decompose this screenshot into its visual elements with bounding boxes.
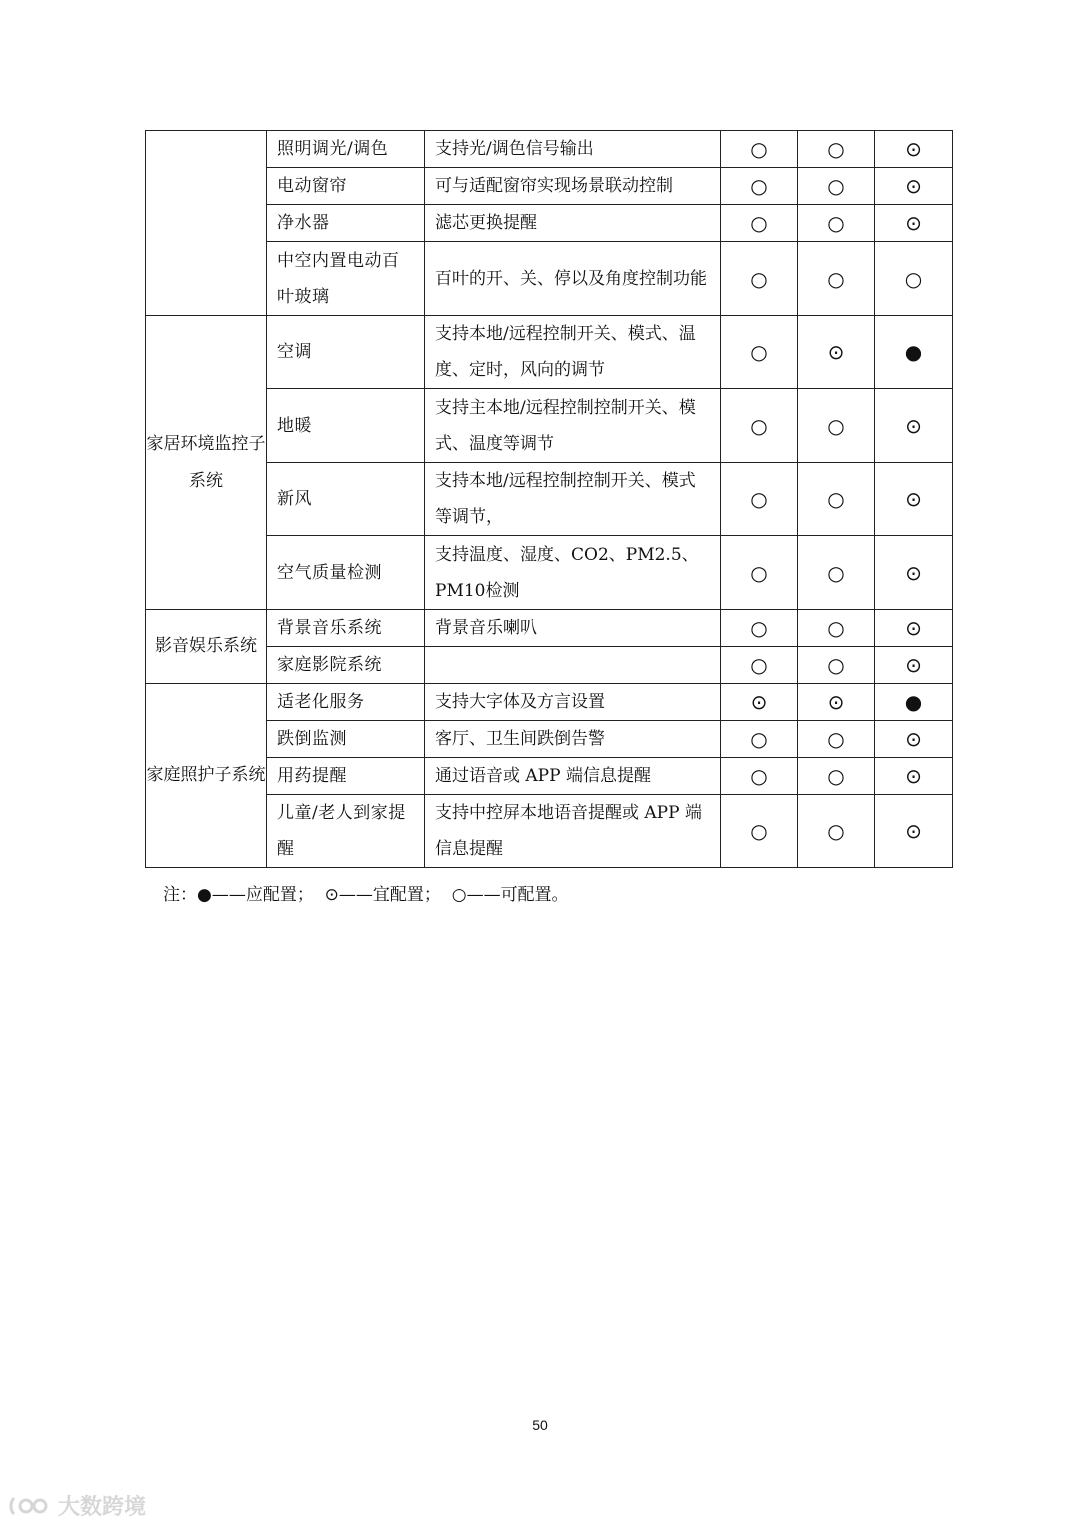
level-mark: ⊙	[875, 463, 953, 536]
table-row	[146, 168, 953, 205]
function-cell: 空调	[267, 316, 425, 389]
level-mark: ⊙	[875, 610, 953, 647]
level-mark: ○	[798, 795, 875, 868]
function-cell: 背景音乐系统	[267, 610, 425, 647]
level-mark: ○	[798, 610, 875, 647]
level-mark: ○	[721, 647, 798, 684]
level-mark: ○	[798, 389, 875, 463]
table-row	[146, 463, 953, 536]
level-mark: ○	[721, 463, 798, 536]
description-cell: 客厅、卫生间跌倒告警	[425, 721, 721, 758]
open-circle-icon: ○	[451, 885, 467, 905]
note-recommended-label: ——宜配置；	[338, 885, 441, 905]
level-mark: ○	[721, 389, 798, 463]
level-mark: ⊙	[875, 795, 953, 868]
level-mark: ⊙	[875, 131, 953, 168]
function-cell: 家庭影院系统	[267, 647, 425, 684]
table-row	[146, 131, 953, 168]
function-cell: 中空内置电动百叶玻璃	[267, 242, 425, 316]
watermark-logo-icon	[8, 1492, 52, 1520]
description-cell: 支持光/调色信号输出	[425, 131, 721, 168]
description-cell: 通过语音或 APP 端信息提醒	[425, 758, 721, 795]
level-mark: ⊙	[798, 684, 875, 721]
level-mark: ⊙	[875, 168, 953, 205]
system-cell-env: 家居环境监控子系统	[146, 316, 267, 610]
configuration-table	[145, 130, 953, 868]
dotted-circle-icon: ⊙	[324, 885, 339, 905]
level-mark: ⊙	[875, 758, 953, 795]
level-mark: ○	[721, 610, 798, 647]
description-cell: 滤芯更换提醒	[425, 205, 721, 242]
watermark-text: 大数跨境	[58, 1495, 147, 1520]
level-mark: ○	[798, 463, 875, 536]
function-cell: 适老化服务	[267, 684, 425, 721]
watermark	[8, 1490, 146, 1521]
level-mark: ⊙	[875, 536, 953, 610]
level-mark: ⊙	[875, 205, 953, 242]
system-cell-blank	[146, 131, 267, 316]
description-cell: 背景音乐喇叭	[425, 610, 721, 647]
description-cell: 支持本地/远程控制开关、模式、温度、定时，风向的调节	[425, 316, 721, 389]
level-mark: ⊙	[875, 647, 953, 684]
function-cell: 新风	[267, 463, 425, 536]
note-optional-label: ——可配置。	[466, 885, 569, 905]
page-number: 50	[532, 1417, 548, 1433]
description-cell	[425, 647, 721, 684]
level-mark: ●	[875, 316, 953, 389]
level-mark: ○	[721, 131, 798, 168]
table-row	[146, 205, 953, 242]
table-row	[146, 389, 953, 463]
legend-note	[163, 880, 569, 905]
level-mark: ⊙	[875, 389, 953, 463]
system-cell-care: 家庭照护子系统	[146, 684, 267, 868]
description-cell: 支持温度、湿度、CO2、PM2.5、PM10检测	[425, 536, 721, 610]
system-cell-av: 影音娱乐系统	[146, 610, 267, 684]
level-mark: ○	[721, 758, 798, 795]
level-mark: ○	[798, 647, 875, 684]
level-mark: ○	[721, 721, 798, 758]
level-mark: ○	[721, 316, 798, 389]
level-mark: ○	[721, 536, 798, 610]
filled-circle-icon: ●	[197, 885, 212, 905]
level-mark: ○	[875, 242, 953, 316]
level-mark: ○	[798, 205, 875, 242]
level-mark: ○	[798, 758, 875, 795]
table-row	[146, 758, 953, 795]
function-cell: 照明调光/调色	[267, 131, 425, 168]
description-cell: 可与适配窗帘实现场景联动控制	[425, 168, 721, 205]
level-mark: ○	[798, 168, 875, 205]
description-cell: 支持本地/远程控制控制开关、模式等调节，	[425, 463, 721, 536]
level-mark: ○	[798, 131, 875, 168]
level-mark: ○	[721, 168, 798, 205]
level-mark: ○	[798, 721, 875, 758]
description-cell: 百叶的开、关、停以及角度控制功能	[425, 242, 721, 316]
level-mark: ⊙	[798, 316, 875, 389]
level-mark: ●	[875, 684, 953, 721]
note-prefix: 注：	[163, 885, 197, 905]
function-cell: 儿童/老人到家提醒	[267, 795, 425, 868]
function-cell: 跌倒监测	[267, 721, 425, 758]
table-row	[146, 242, 953, 316]
function-cell: 用药提醒	[267, 758, 425, 795]
table-row	[146, 316, 953, 389]
table-row	[146, 684, 953, 721]
table-row	[146, 536, 953, 610]
level-mark: ○	[798, 536, 875, 610]
level-mark: ○	[798, 242, 875, 316]
function-cell: 净水器	[267, 205, 425, 242]
description-cell: 支持大字体及方言设置	[425, 684, 721, 721]
function-cell: 空气质量检测	[267, 536, 425, 610]
description-cell: 支持中控屏本地语音提醒或 APP 端信息提醒	[425, 795, 721, 868]
level-mark: ○	[721, 242, 798, 316]
table-row	[146, 647, 953, 684]
level-mark: ○	[721, 205, 798, 242]
level-mark: ⊙	[875, 721, 953, 758]
table-row	[146, 721, 953, 758]
function-cell: 电动窗帘	[267, 168, 425, 205]
function-cell: 地暖	[267, 389, 425, 463]
note-required-label: ——应配置；	[211, 885, 314, 905]
level-mark: ○	[721, 795, 798, 868]
table-row	[146, 610, 953, 647]
description-cell: 支持主本地/远程控制控制开关、模式、温度等调节	[425, 389, 721, 463]
table-row	[146, 795, 953, 868]
level-mark: ⊙	[721, 684, 798, 721]
